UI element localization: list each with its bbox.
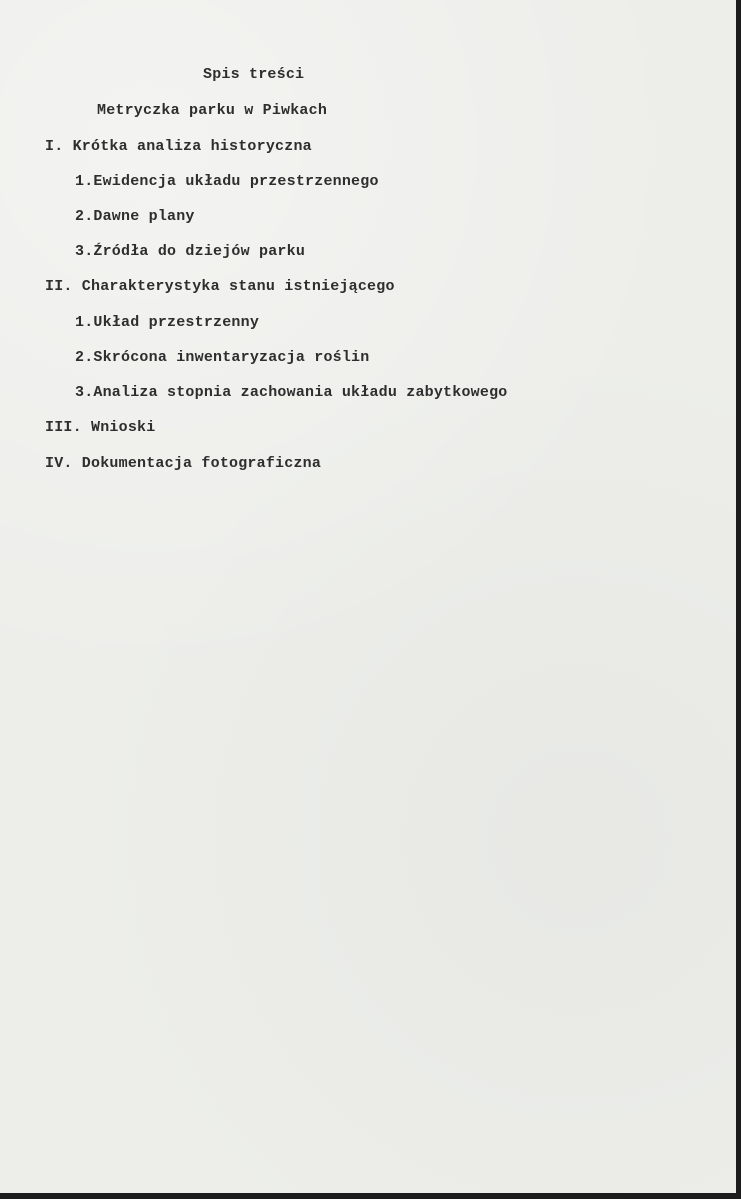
scan-edge-right: [736, 0, 741, 1199]
toc-section-2: II. Charakterystyka stanu istniejącego: [45, 278, 395, 295]
toc-section-1: I. Krótka analiza historyczna: [45, 138, 312, 155]
toc-item-1-2: 2.Dawne plany: [75, 208, 195, 225]
document-subtitle: Metryczka parku w Piwkach: [97, 102, 328, 119]
toc-section-4: IV. Dokumentacja fotograficzna: [45, 455, 322, 472]
toc-item-2-2: 2.Skrócona inwentaryzacja roślin: [75, 349, 370, 366]
toc-item-2-1: 1.Układ przestrzenny: [75, 314, 260, 331]
toc-item-2-3: 3.Analiza stopnia zachowania układu zabytkowego: [75, 384, 508, 401]
scan-edge-bottom: [0, 1193, 741, 1199]
page-title: Spis treści: [203, 66, 305, 83]
toc-item-1-1: 1.Ewidencja układu przestrzennego: [75, 173, 379, 190]
toc-item-1-3: 3.Źródła do dziejów parku: [75, 243, 306, 260]
toc-section-3: III. Wnioski: [45, 419, 156, 436]
